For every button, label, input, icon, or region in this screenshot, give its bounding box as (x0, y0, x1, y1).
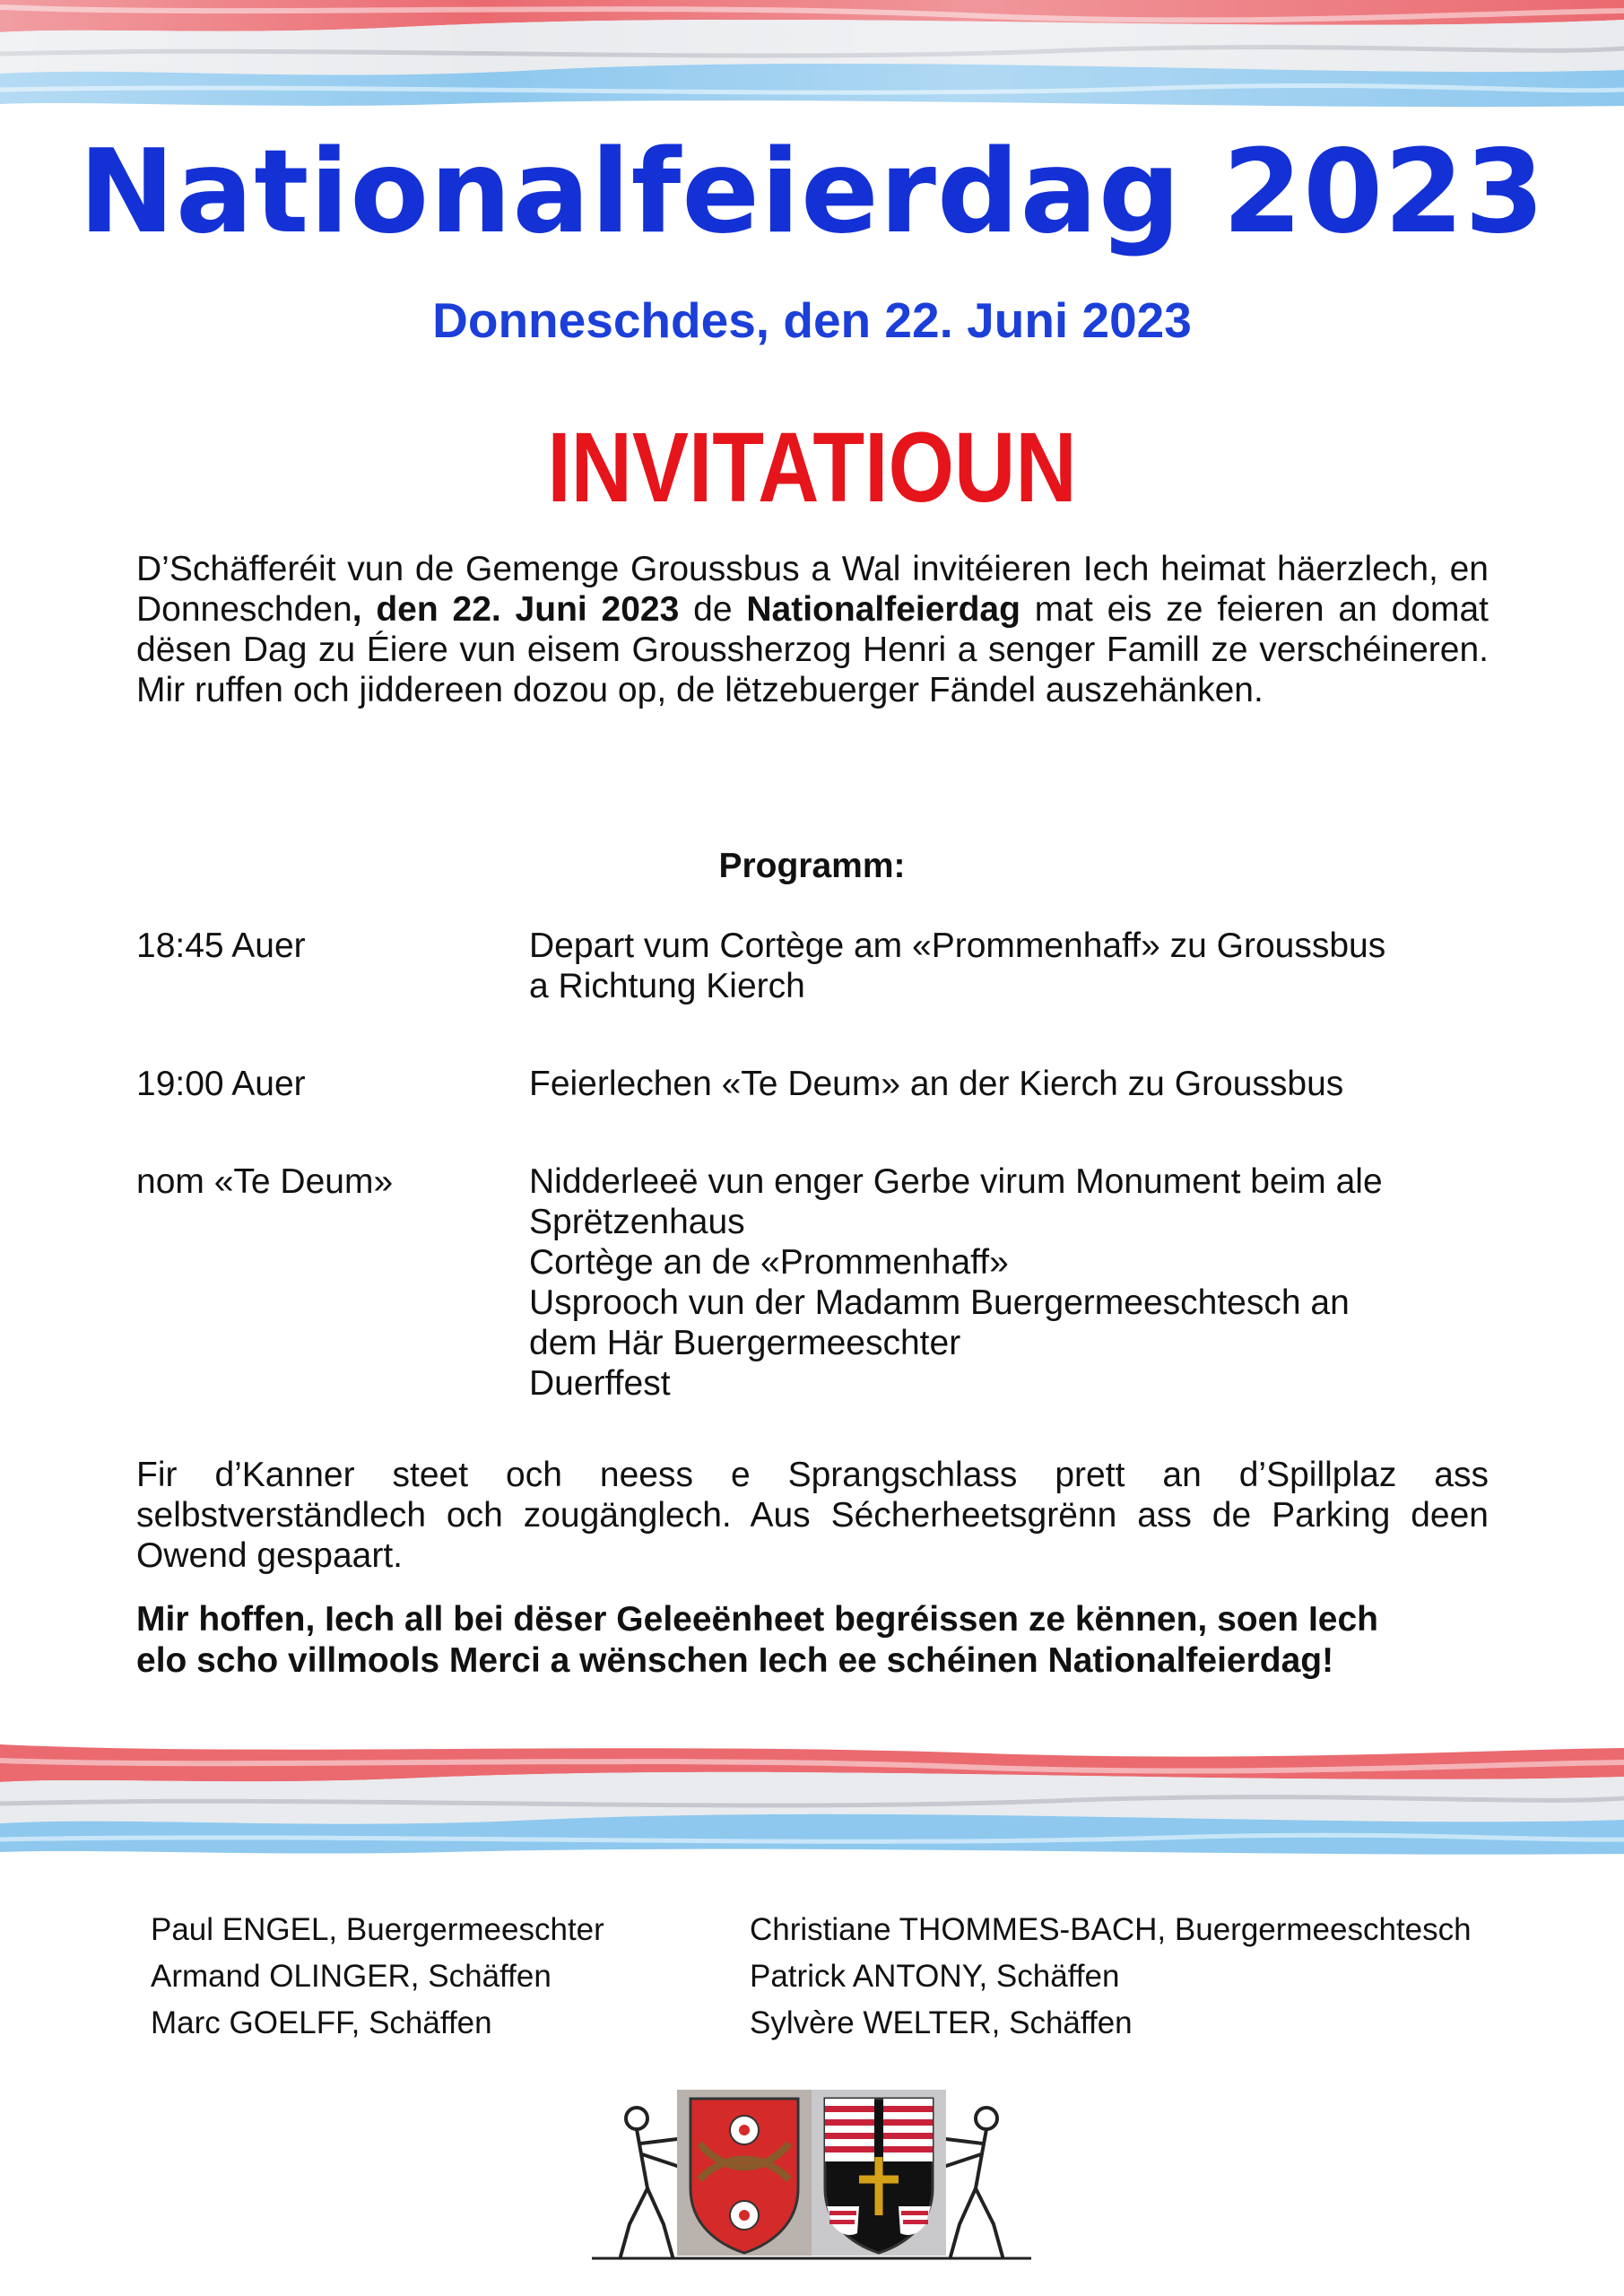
event-date: Donneschdes, den 22. Juni 2023 (432, 292, 1192, 348)
program-line: dem Här Buergermeeschter (529, 1324, 961, 1362)
program-description (529, 1064, 1515, 1104)
signatory: Paul ENGEL, Buergermeeschter (151, 1912, 604, 1947)
program-heading: Programm: (718, 847, 906, 885)
program-line: Depart vum Cortège am «Prommenhaff» zu Groussbus (529, 926, 1386, 965)
page-title: Nationalfeierdag 2023 (78, 126, 1546, 259)
intro-bold-date: , den 22. Juni 2023 (352, 590, 680, 629)
invitation-heading: INVITATIOUN (547, 413, 1077, 523)
program-line: a Richtung Kierch (529, 967, 805, 1005)
signatory: Patrick ANTONY, Schäffen (750, 1959, 1120, 1994)
luxembourg-flag-wave-icon (0, 1744, 1624, 1857)
program-time: 18:45 Auer (136, 926, 306, 965)
program-line: Sprëtzenhaus (529, 1203, 745, 1241)
final-line: Mir hoffen, Iech all bei dëser Geleeënheet begréissen ze kënnen, soen Iech (136, 1600, 1378, 1639)
closing-paragraph: Fir d’Kanner steet och neess e Sprangschlass prett an d’Spillplaz ass selbstverständlech och zougänglech. Aus Sécherheetsgrënn ass de Parking deen Owend gespaart. (136, 1456, 1489, 1575)
signatory: Marc GOELFF, Schäffen (151, 2005, 492, 2040)
intro-text-3: mat eis ze feieren an domat dësen Dag zu Éiere vun eisem Groussherzog Henri a senger Famill ze verschéineren. Mir ruffen och jiddereen dozou op, de lëtzebuerger Fändel auszehänken. (136, 590, 1489, 709)
intro-paragraph (136, 549, 1489, 710)
intro-text-1: D’Schäfferéit vun de Gemenge Groussbus a Wal invitéieren Iech heimat häerzlech, en Donneschden (136, 550, 1489, 629)
flag-band-bottom (0, 1744, 1624, 1857)
signatories-right (750, 1907, 1472, 2047)
program-line: Feierlechen «Te Deum» an der Kierch zu Groussbus (529, 1065, 1344, 1103)
program-line: Nidderleeë vun enger Gerbe virum Monument beim ale (529, 1162, 1383, 1201)
final-line: elo scho villmools Merci a wënschen Iech ee schéinen Nationalfeierdag! (136, 1641, 1334, 1680)
intro-text-2: de (679, 590, 747, 629)
program-description (529, 926, 1515, 1006)
program-time: nom «Te Deum» (136, 1162, 394, 1201)
signatories-left (151, 1907, 604, 2047)
program-description (529, 1161, 1515, 1404)
signatory: Sylvère WELTER, Schäffen (750, 2005, 1133, 2040)
luxembourg-flag-wave-icon (0, 0, 1624, 112)
program-time: 19:00 Auer (136, 1065, 306, 1103)
program-line: Duerffest (529, 1364, 671, 1403)
flag-band-top (0, 0, 1624, 112)
intro-bold-holiday: Nationalfeierdag (746, 590, 1020, 629)
coats-of-arms-puzzle-logo (592, 2090, 1031, 2269)
final-message (136, 1599, 1517, 1682)
program-line: Usprooch vun der Madamm Buergermeeschtesch an (529, 1283, 1350, 1322)
program-line: Cortège an de «Prommenhaff» (529, 1243, 1009, 1282)
signatory: Christiane THOMMES-BACH, Buergermeeschtesch (750, 1912, 1472, 1947)
signatory: Armand OLINGER, Schäffen (151, 1959, 551, 1994)
